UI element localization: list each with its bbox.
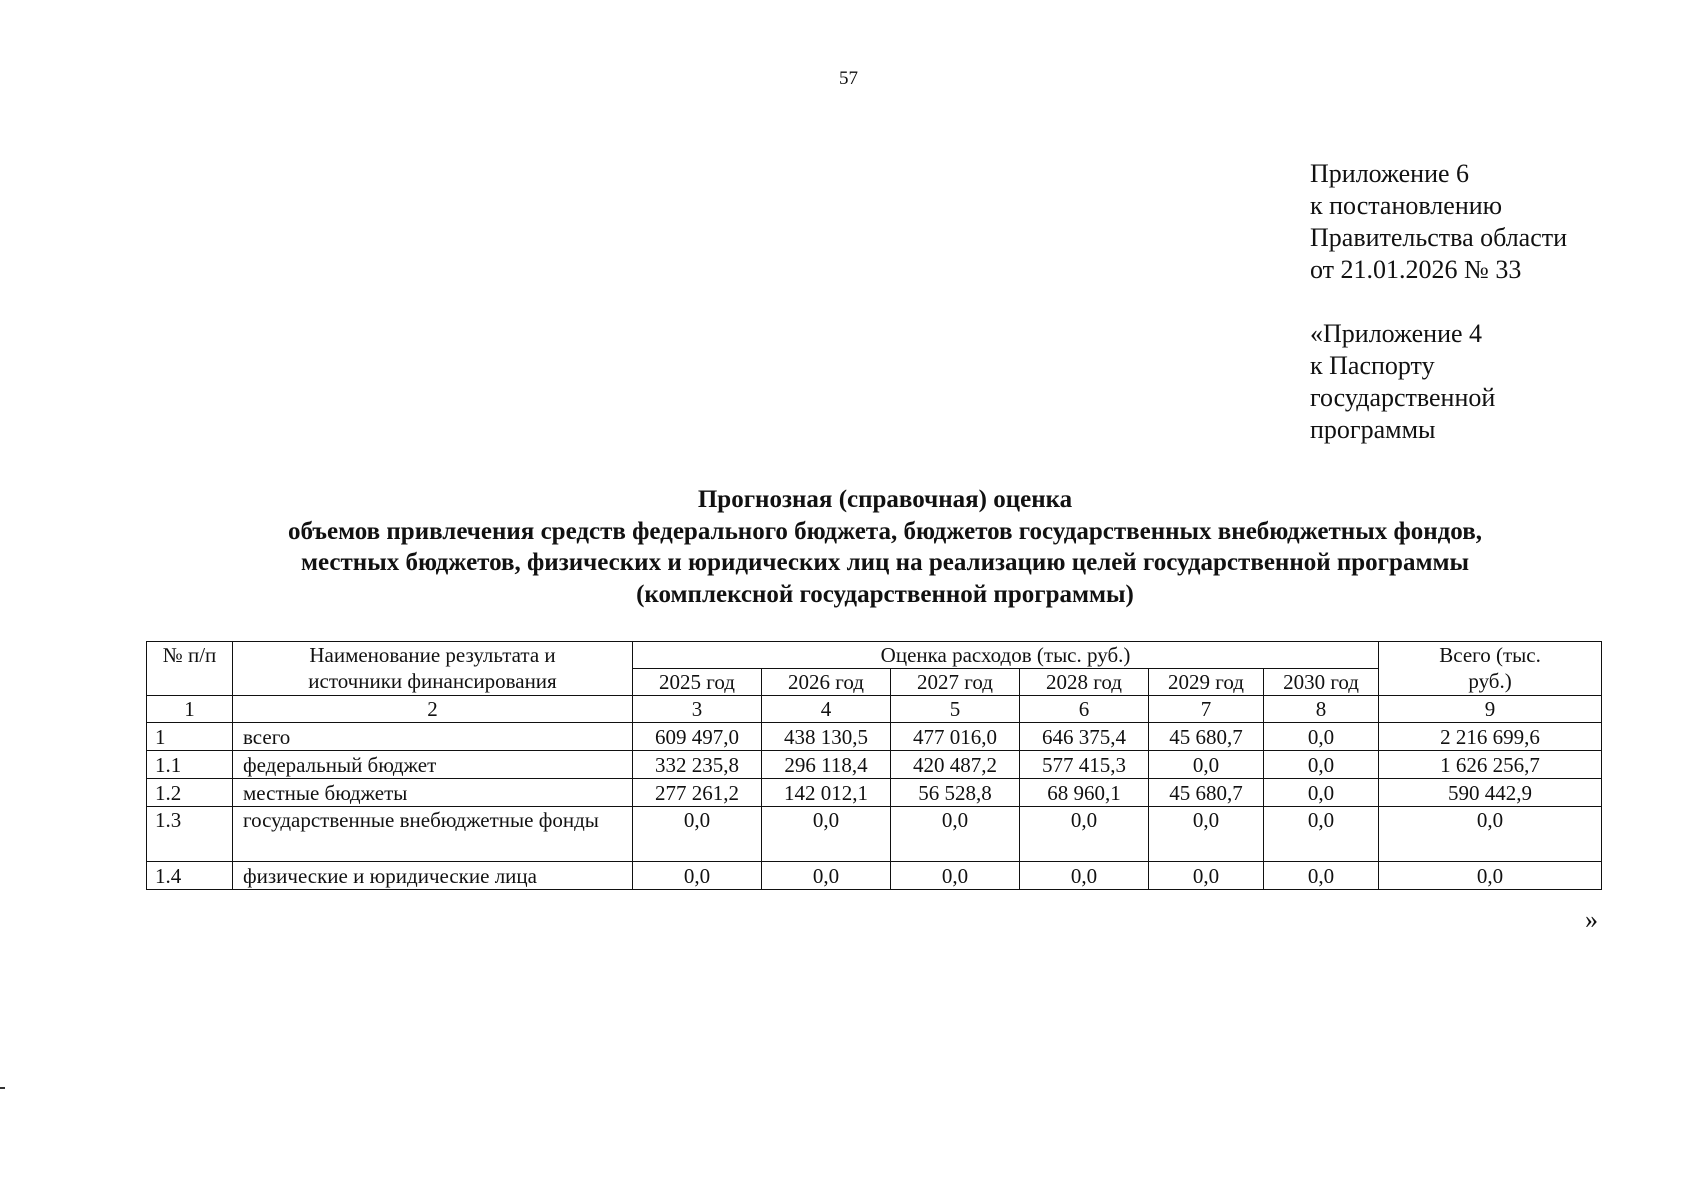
title-line: (комплексной государственной программы) [636, 580, 1134, 608]
appendix-line: Правительства области [1310, 223, 1568, 252]
row-name: государственные внебюджетные фонды [233, 807, 633, 862]
column-number: 5 [891, 696, 1020, 723]
financing-table [146, 641, 1602, 890]
header-year: 2025 год [633, 669, 762, 696]
closing-quote: » [1585, 905, 1598, 934]
row-num: 1.3 [147, 807, 233, 862]
row-num: 1 [147, 723, 233, 751]
row-value: 56 528,8 [891, 779, 1020, 807]
row-name: физические и юридические лица [233, 862, 633, 890]
table-row [147, 751, 1602, 779]
row-value: 609 497,0 [633, 723, 762, 751]
title-line: местных бюджетов, физических и юридических лиц на реализацию целей государственной программы [300, 549, 1470, 576]
row-value: 0,0 [633, 807, 762, 862]
header-total: Всего (тыс. руб.) [1379, 642, 1602, 696]
row-value: 0,0 [1264, 751, 1379, 779]
header-expenses-group: Оценка расходов (тыс. руб.) [633, 642, 1379, 669]
table-row [147, 862, 1602, 890]
row-total: 1 626 256,7 [1379, 751, 1602, 779]
appendix-line: Приложение 6 [1310, 159, 1470, 188]
row-value: 477 016,0 [891, 723, 1020, 751]
document-title [0, 484, 1697, 610]
row-value: 0,0 [1149, 807, 1264, 862]
row-value: 438 130,5 [762, 723, 891, 751]
row-value: 0,0 [633, 862, 762, 890]
appendix-line: от 21.01.2026 № 33 [1310, 255, 1522, 284]
header-year: 2028 год [1020, 669, 1149, 696]
row-value: 277 261,2 [633, 779, 762, 807]
column-number: 7 [1149, 696, 1264, 723]
column-number: 1 [147, 696, 233, 723]
table-row [147, 723, 1602, 751]
header-year: 2030 год [1264, 669, 1379, 696]
column-number: 6 [1020, 696, 1149, 723]
row-value: 0,0 [1149, 862, 1264, 890]
page-number: 57 [839, 68, 858, 89]
row-value: 45 680,7 [1149, 779, 1264, 807]
row-value: 577 415,3 [1020, 751, 1149, 779]
row-value: 68 960,1 [1020, 779, 1149, 807]
header-year: 2029 год [1149, 669, 1264, 696]
table-row [147, 807, 1602, 862]
column-number: 3 [633, 696, 762, 723]
row-value: 0,0 [762, 807, 891, 862]
row-name: местные бюджеты [233, 779, 633, 807]
inner-appendix-line: государственной [1310, 383, 1496, 412]
row-value: 0,0 [762, 862, 891, 890]
scan-mark [0, 1087, 5, 1089]
row-value: 646 375,4 [1020, 723, 1149, 751]
appendix-line: к постановлению [1310, 191, 1503, 220]
header-year: 2027 год [891, 669, 1020, 696]
column-number: 2 [233, 696, 633, 723]
inner-appendix-line: к Паспорту [1310, 351, 1435, 380]
row-value: 0,0 [1264, 862, 1379, 890]
row-num: 1.4 [147, 862, 233, 890]
row-value: 0,0 [891, 862, 1020, 890]
row-value: 0,0 [1264, 807, 1379, 862]
title-line: Прогнозная (справочная) оценка [697, 486, 1073, 513]
row-value: 45 680,7 [1149, 723, 1264, 751]
row-value: 0,0 [1020, 807, 1149, 862]
row-value: 0,0 [1149, 751, 1264, 779]
row-name: федеральный бюджет [233, 751, 633, 779]
row-total: 590 442,9 [1379, 779, 1602, 807]
row-total: 0,0 [1379, 807, 1602, 862]
row-value: 0,0 [1020, 862, 1149, 890]
row-value: 0,0 [1264, 723, 1379, 751]
header-num: № п/п [147, 642, 233, 696]
row-num: 1.1 [147, 751, 233, 779]
column-number: 9 [1379, 696, 1602, 723]
appendix-note [1310, 158, 1567, 446]
inner-appendix-line: «Приложение 4 [1310, 319, 1483, 348]
row-value: 0,0 [891, 807, 1020, 862]
column-number: 4 [762, 696, 891, 723]
row-value: 0,0 [1264, 779, 1379, 807]
row-total: 0,0 [1379, 862, 1602, 890]
row-value: 142 012,1 [762, 779, 891, 807]
row-total: 2 216 699,6 [1379, 723, 1602, 751]
row-value: 332 235,8 [633, 751, 762, 779]
header-name: Наименование результата и источники финансирования [233, 642, 633, 696]
table-row [147, 779, 1602, 807]
header-year: 2026 год [762, 669, 891, 696]
inner-appendix-line: программы [1310, 415, 1436, 444]
row-value: 420 487,2 [891, 751, 1020, 779]
row-num: 1.2 [147, 779, 233, 807]
title-line: объемов привлечения средств федерального бюджета, бюджетов государственных внебюджетных фондов, [288, 517, 1482, 545]
row-name: всего [233, 723, 633, 751]
inner-appendix-note [1310, 318, 1567, 446]
column-number: 8 [1264, 696, 1379, 723]
row-value: 296 118,4 [762, 751, 891, 779]
